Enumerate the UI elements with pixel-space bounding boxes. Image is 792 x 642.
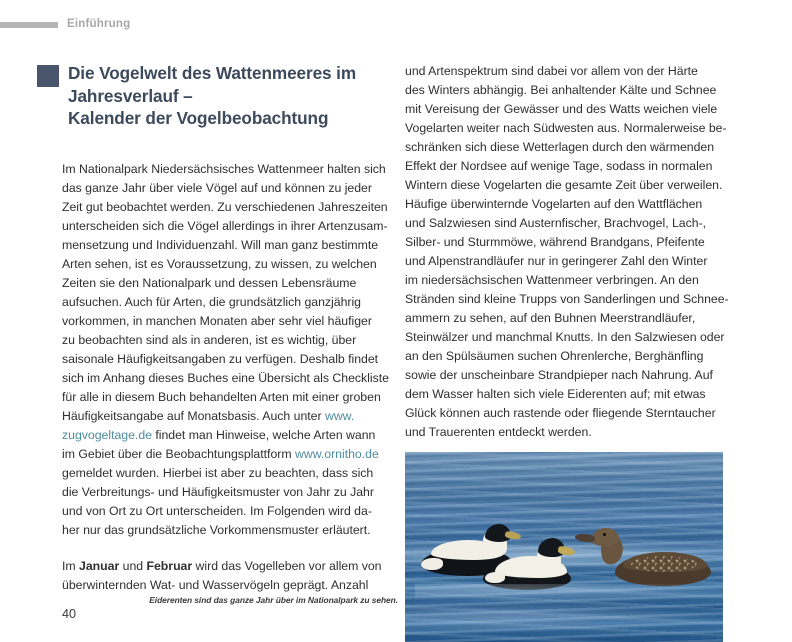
text-line: die Verbreitungs- und Häufigkeitsmuster von Jahr zu Jahr xyxy=(62,484,374,499)
body-column-right xyxy=(405,62,729,442)
text-line: Zeit gut beobachtet werden. Zu verschiedenen Jahreszeiten xyxy=(62,199,388,214)
male-eider-rear-flank xyxy=(421,558,443,570)
female-eider-plumage-pattern xyxy=(631,556,697,572)
text-line: Vogelarten weiter nach Südwesten aus. Normalerweise be- xyxy=(405,120,727,135)
running-header-label: Einführung xyxy=(67,18,131,31)
text-line: Arten sehen, ist es Voraussetzung, zu wissen, zu welchen xyxy=(62,256,377,271)
text-line: sich im Anhang dieses Buches eine Übersicht als Checkliste xyxy=(62,370,389,385)
water-wake xyxy=(415,584,723,602)
text-line: Zeiten sie den Nationalpark und dessen Lebensräume xyxy=(62,275,357,290)
text-line: Stränden sind kleine Trupps von Sanderlingen und Schnee- xyxy=(405,291,729,306)
paragraph-intro xyxy=(62,160,390,540)
paragraph-januar-februar xyxy=(62,557,390,595)
text-line: Glück können auch rastende oder fliegende Sterntaucher xyxy=(405,405,716,420)
title-marker-square xyxy=(37,65,59,87)
text-line: her nur das grundsätzliche Vorkommensmuster erläutert. xyxy=(62,522,371,537)
female-eider-eye xyxy=(603,533,606,536)
page-title-line: Die Vogelwelt des Wattenmeeres im xyxy=(68,63,357,83)
running-header xyxy=(0,19,130,31)
link-zugvogeltage-part1[interactable]: www. xyxy=(324,408,355,423)
text-line: Effekt der Nordsee auf wenige Tage, sodass in normalen xyxy=(405,158,713,173)
text-line: dem Wasser halten sich viele Eiderenten auf; mit etwas xyxy=(405,386,706,401)
text-run: und xyxy=(119,558,147,573)
text-line: ammern zu sehen, auf den Buhnen Meerstrandläufer, xyxy=(405,310,696,325)
text-line: und Trauerenten entdeckt werden. xyxy=(405,424,592,439)
text-line: mensetzung und Individuenzahl. Will man ganz bestimmte xyxy=(62,237,379,252)
text-line xyxy=(62,445,390,464)
text-line: aufsuchen. Auch für Arten, die grundsätzlich ganzjährig xyxy=(62,294,361,309)
text-line: Häufige überwinternde Vogelarten auf den Wattflächen xyxy=(405,196,703,211)
text-run: findet man Hinweise, welche Arten wann xyxy=(151,427,376,442)
male-eider-front-flank xyxy=(485,572,505,583)
text-line: Im Nationalpark Niedersächsisches Wattenmeer halten sich xyxy=(62,162,386,176)
text-line: im niedersächsischen Wattenmeer verbringen. An den xyxy=(405,272,699,287)
text-line: Steinwälzer und manchmal Knutts. In den Salzwiesen oder xyxy=(405,329,725,344)
photo-caption: Eiderenten sind das ganze Jahr über im Nationalpark zu sehen. xyxy=(149,595,398,605)
text-line: schränken sich diese Wetterlagen durch den wärmenden xyxy=(405,139,715,154)
text-line: und Salzwiesen sind Austernfischer, Brachvogel, Lach-, xyxy=(405,215,707,230)
eider-duck-photo xyxy=(405,452,723,642)
text-line: sowie der unscheinbare Strandpieper nach Nahrung. Auf xyxy=(405,367,713,382)
text-line: Wintern diese Vogelarten die gesamte Zeit über verweilen. xyxy=(405,177,723,192)
text-line: zu beobachten sind als in anderen, ist es wichtig, über xyxy=(62,332,357,347)
text-line xyxy=(62,426,390,445)
text-line: und Artenspektrum sind dabei vor allem von der Härte xyxy=(405,64,698,78)
text-run: Im xyxy=(62,558,80,573)
page-number: 40 xyxy=(62,607,77,621)
page-title-text xyxy=(68,62,356,130)
text-line: für alle in diesem Buch behandelten Arten mit einer groben xyxy=(62,389,381,404)
text-line: vorkommen, in manchen Monaten aber sehr viel häufiger xyxy=(62,313,372,328)
text-line: mit Vereisung der Gewässer und des Watts weichen viele xyxy=(405,101,718,116)
text-line: und von Ort zu Ort unterscheiden. Im Folgenden wird da- xyxy=(62,503,372,518)
body-column-left xyxy=(62,160,390,595)
link-ornitho[interactable]: www.ornitho.de xyxy=(294,446,379,461)
bold-month-januar: Januar xyxy=(79,558,120,573)
text-line: gemeldet wurden. Hierbei ist aber zu beachten, dass sich xyxy=(62,465,374,480)
text-line: Silber- und Sturmmöwe, während Brandgans, Pfeifente xyxy=(405,234,705,249)
text-line xyxy=(62,557,390,576)
water-shimmer-lower xyxy=(405,600,723,634)
text-line: und Alpenstrandläufer nur in geringerer Zahl den Winter xyxy=(405,253,708,268)
text-line: das ganze Jahr über viele Vögel auf und können zu jeder xyxy=(62,180,372,195)
text-line: des Winters abhängig. Bei anhaltender Kälte und Schnee xyxy=(405,82,717,97)
text-run: im Gebiet über die Beobachtungsplattform xyxy=(62,446,295,461)
link-zugvogeltage-part2[interactable]: zugvogeltage.de xyxy=(62,427,152,442)
page-title-line: Jahresverlauf – xyxy=(68,85,193,106)
page-title xyxy=(37,62,367,130)
text-line: an den Spülsäumen suchen Ohrenlerche, Berghänfling xyxy=(405,348,704,363)
bold-month-februar: Februar xyxy=(146,558,193,573)
text-line: unterscheiden sich die Vögel allerdings in ihrer Artenzusam- xyxy=(62,218,388,233)
text-line: saisonale Häufigkeitsangaben zu verfügen. Deshalb findet xyxy=(62,351,379,366)
paragraph-winter-birds xyxy=(405,62,729,442)
running-header-rule xyxy=(0,22,58,28)
text-run: wird das Vogelleben vor allem von xyxy=(192,558,382,573)
text-run: Häufigkeitsangabe auf Monatsbasis. Auch unter xyxy=(62,408,325,423)
text-line: überwinternden Wat- und Wasservögeln geprägt. Anzahl xyxy=(62,577,369,592)
page-title-line: Kalender der Vogelbeobachtung xyxy=(68,108,329,129)
text-line xyxy=(62,407,390,426)
